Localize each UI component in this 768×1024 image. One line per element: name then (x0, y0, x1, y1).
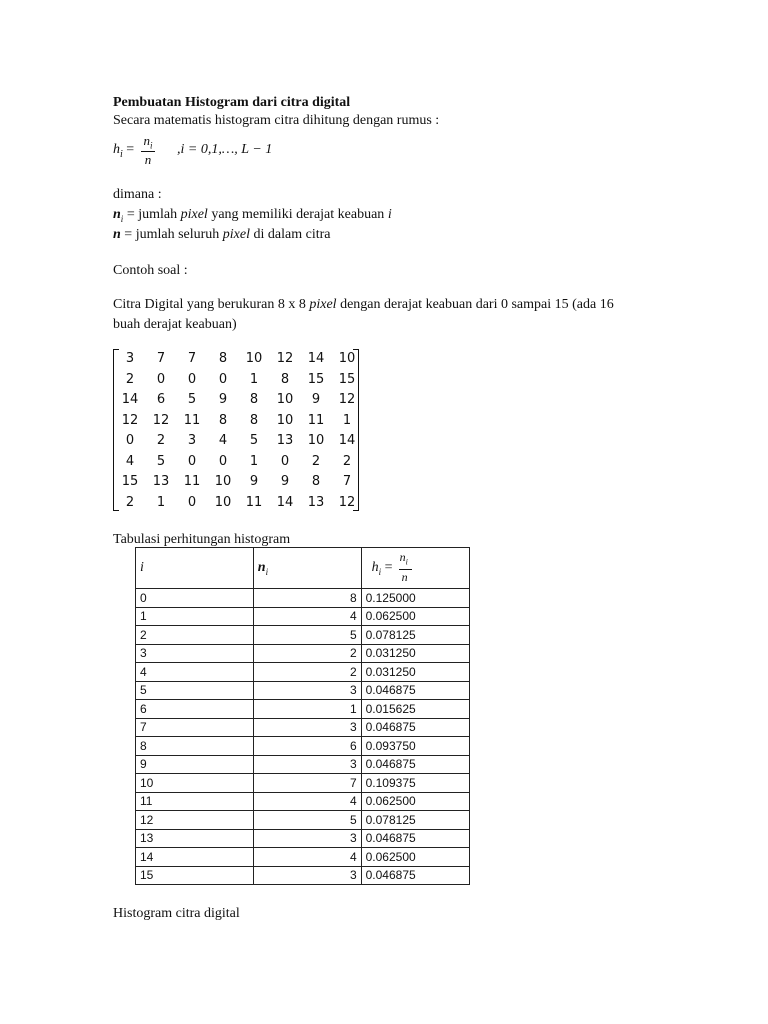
matrix-cell: 15 (338, 371, 356, 387)
problem-italic: pixel (309, 297, 337, 312)
matrix-cell: 4 (218, 433, 228, 448)
matrix-cell: 9 (311, 392, 321, 407)
matrix-cell: 0 (187, 371, 197, 387)
cell-h: 0.015625 (361, 700, 469, 719)
cell-i: 6 (136, 700, 254, 719)
header-h: $h_i$ = $n_i$ n (361, 548, 469, 589)
matrix-cell: 2 (156, 433, 166, 448)
table-row (136, 663, 470, 682)
cell-h: 0.062500 (361, 792, 469, 811)
table-row (136, 737, 470, 756)
cell-h: 0.078125 (361, 626, 469, 645)
matrix-cell: 2 (125, 494, 135, 510)
cell-n: 2 (253, 644, 361, 663)
cell-n: 5 (253, 811, 361, 830)
cell-n: 3 (253, 718, 361, 737)
matrix-cell: 1 (249, 371, 259, 387)
table-row (136, 644, 470, 663)
cell-i: 15 (136, 866, 254, 885)
matrix-cell: 9 (249, 474, 259, 489)
problem-text-after: dengan derajat keabuan dari 0 sampai 15 (ada 16 (336, 297, 614, 312)
matrix-cell: 11 (183, 412, 201, 428)
cell-n: 2 (253, 663, 361, 682)
problem-line-1 (113, 296, 614, 314)
cell-h: 0.046875 (361, 755, 469, 774)
matrix-cell: 1 (342, 412, 352, 428)
cell-i: 0 (136, 589, 254, 608)
header-n (253, 548, 361, 589)
matrix-cell: 6 (156, 392, 166, 407)
matrix-cell: 5 (249, 433, 259, 448)
formula-equals: = (126, 142, 135, 157)
table-row (136, 589, 470, 608)
table-row (136, 866, 470, 885)
cell-i: 14 (136, 848, 254, 867)
matrix-cell: 4 (125, 453, 135, 469)
matrix-cell: 8 (249, 392, 259, 407)
where-text-after: di dalam citra (250, 227, 331, 242)
matrix-cell: 2 (311, 453, 321, 469)
matrix-cell: 13 (307, 494, 325, 510)
matrix-cell: 12 (121, 412, 139, 428)
cell-n: 3 (253, 755, 361, 774)
matrix-cell: 15 (307, 371, 325, 387)
matrix-cell: 3 (125, 351, 135, 366)
table-row (136, 811, 470, 830)
where-italic-i: i (387, 207, 392, 222)
matrix-cell: 10 (245, 351, 263, 366)
symbol-n: n (113, 207, 121, 222)
cell-n: 3 (253, 866, 361, 885)
matrix-cell: 5 (187, 392, 197, 407)
matrix-cell: 10 (276, 412, 294, 428)
matrix-cell: 2 (125, 371, 135, 387)
where-item-ni (113, 206, 392, 228)
matrix-cell: 15 (121, 474, 139, 489)
table-caption: Tabulasi perhitungan histogram (113, 532, 291, 547)
cell-h: 0.125000 (361, 589, 469, 608)
where-text-after: yang memiliki derajat keabuan (207, 207, 388, 222)
matrix-cell: 8 (311, 474, 321, 489)
matrix-cell: 1 (249, 453, 259, 469)
matrix-cell: 2 (342, 453, 352, 469)
cell-i: 9 (136, 755, 254, 774)
matrix-cell: 0 (187, 494, 197, 510)
matrix-cell: 14 (307, 351, 325, 366)
cell-i: 4 (136, 663, 254, 682)
matrix-cell: 0 (218, 371, 228, 387)
header-i-text: i (140, 560, 144, 575)
where-item-n (113, 226, 330, 244)
cell-h: 0.078125 (361, 811, 469, 830)
table-row (136, 792, 470, 811)
formula-numerator-sub: i (149, 140, 153, 151)
cell-i: 8 (136, 737, 254, 756)
symbol-n: n (113, 227, 121, 242)
cell-n: 1 (253, 700, 361, 719)
cell-n: 4 (253, 792, 361, 811)
cell-h: 0.062500 (361, 607, 469, 626)
histogram-table (135, 547, 470, 885)
formula-lhs-sub: i (120, 148, 123, 160)
cell-n: 6 (253, 737, 361, 756)
formula-condition: ,i = 0,1,…, L − 1 (177, 142, 273, 157)
matrix-cell: 10 (214, 474, 232, 489)
header-h-numerator-sub: i (405, 557, 408, 567)
cell-i: 2 (136, 626, 254, 645)
where-label: dimana : (113, 187, 162, 202)
matrix-cell: 8 (249, 412, 259, 428)
cell-n: 8 (253, 589, 361, 608)
matrix-cell: 12 (276, 351, 294, 366)
matrix-cell: 10 (307, 433, 325, 448)
cell-n: 4 (253, 848, 361, 867)
header-h-sub: i (378, 566, 382, 577)
matrix-cell: 8 (218, 412, 228, 428)
cell-h: 0.046875 (361, 718, 469, 737)
table-row (136, 607, 470, 626)
matrix-cell: 14 (276, 494, 294, 510)
matrix-cell: 0 (187, 453, 197, 469)
formula-denominator: n (144, 152, 152, 167)
intro-text: Secara matematis histogram citra dihitung dengan rumus : (113, 113, 440, 128)
table-row (136, 626, 470, 645)
example-label: Contoh soal : (113, 263, 188, 278)
cell-h: 0.046875 (361, 681, 469, 700)
cell-h: 0.031250 (361, 644, 469, 663)
cell-i: 11 (136, 792, 254, 811)
page-title: Pembuatan Histogram dari citra digital (113, 95, 351, 110)
matrix-cell: 13 (276, 433, 294, 448)
matrix-cell: 13 (152, 474, 170, 489)
matrix-cell: 9 (280, 474, 290, 489)
matrix-cell: 14 (121, 392, 139, 407)
cell-n: 3 (253, 829, 361, 848)
matrix-cell: 7 (187, 351, 197, 366)
cell-n: 4 (253, 607, 361, 626)
problem-line-2: buah derajat keabuan) (113, 317, 237, 332)
table-row (136, 681, 470, 700)
table-row (136, 700, 470, 719)
table-row (136, 774, 470, 793)
matrix-cell: 1 (156, 494, 166, 510)
histogram-label: Histogram citra digital (113, 906, 240, 921)
matrix-cell: 12 (152, 412, 170, 428)
cell-n: 5 (253, 626, 361, 645)
header-n-text: n (257, 559, 266, 575)
cell-n: 3 (253, 681, 361, 700)
cell-n: 7 (253, 774, 361, 793)
symbol-n-sub: i (120, 213, 124, 224)
header-h-numerator: n (399, 550, 406, 564)
cell-i: 10 (136, 774, 254, 793)
cell-i: 13 (136, 829, 254, 848)
table-row (136, 755, 470, 774)
matrix-cell: 11 (245, 494, 263, 510)
pixel-matrix (113, 349, 359, 511)
matrix-cell: 3 (187, 433, 197, 448)
matrix-cell: 0 (280, 453, 290, 469)
matrix-cell: 8 (218, 351, 228, 366)
header-n-sub: i (265, 566, 269, 577)
table-row (136, 829, 470, 848)
matrix-cell: 10 (338, 351, 356, 366)
problem-text: Citra Digital yang berukuran 8 x 8 (113, 297, 310, 312)
cell-h: 0.046875 (361, 866, 469, 885)
cell-h: 0.046875 (361, 829, 469, 848)
table-row (136, 718, 470, 737)
cell-i: 1 (136, 607, 254, 626)
matrix-cell: 0 (156, 371, 166, 387)
cell-i: 7 (136, 718, 254, 737)
matrix-cell: 11 (183, 474, 201, 489)
matrix-cell: 12 (338, 392, 356, 407)
where-text: = jumlah seluruh (120, 227, 223, 242)
matrix-cell: 5 (156, 453, 166, 469)
matrix-cell: 12 (338, 494, 356, 510)
matrix-cell: 0 (125, 433, 135, 448)
header-h-text: h (371, 560, 379, 575)
table-header-row (136, 548, 470, 589)
matrix-cell: 10 (214, 494, 232, 510)
where-text: = jumlah (123, 207, 181, 222)
cell-h: 0.093750 (361, 737, 469, 756)
matrix-cell: 10 (276, 392, 294, 407)
matrix-cell: 8 (280, 371, 290, 387)
cell-h: 0.031250 (361, 663, 469, 682)
formula-lhs: h (113, 142, 120, 157)
where-italic: pixel (180, 207, 208, 222)
matrix-cell: 9 (218, 392, 228, 407)
matrix-cell: 14 (338, 433, 356, 448)
cell-i: 3 (136, 644, 254, 663)
header-h-denominator: n (401, 570, 408, 584)
where-italic: pixel (222, 227, 251, 242)
matrix-cell: 7 (156, 351, 166, 366)
cell-h: 0.109375 (361, 774, 469, 793)
formula-numerator: n (143, 133, 150, 148)
cell-i: 5 (136, 681, 254, 700)
cell-i: 12 (136, 811, 254, 830)
matrix-cell: 11 (307, 412, 325, 428)
matrix-cell: 7 (342, 474, 352, 489)
header-i (136, 548, 254, 589)
matrix-cell: 0 (218, 453, 228, 469)
cell-h: 0.062500 (361, 848, 469, 867)
table-row (136, 848, 470, 867)
